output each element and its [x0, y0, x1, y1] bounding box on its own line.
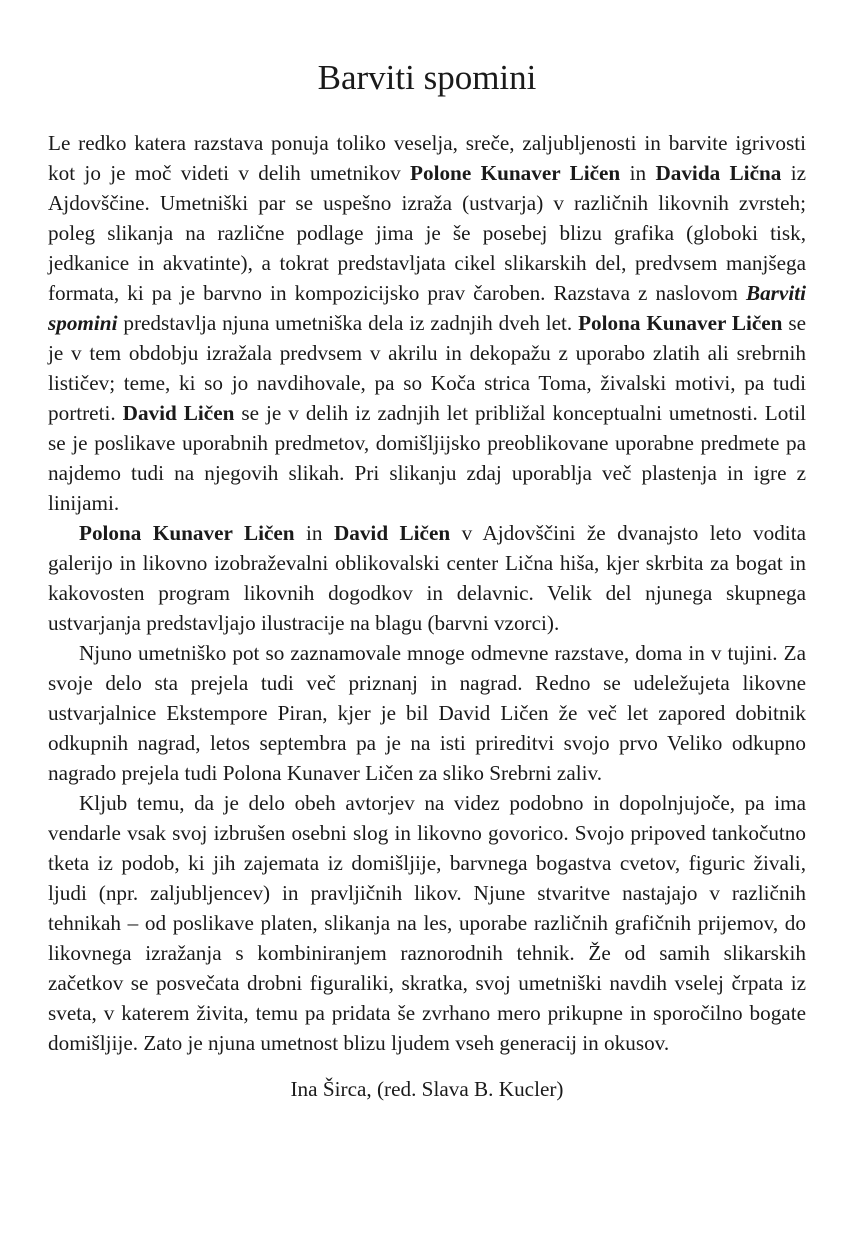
- body-text: [48, 128, 806, 1058]
- text-run: se je v delih iz zadnjih let približal konceptualni umetnosti. Lotil se je poslikave uporabnih predmetov, domišljijsko preoblikovane uporabne predmete pa najdemo tudi na njegovih slikah. Pri slikanju zdaj uporablja več plastenja in igre z linijami.: [48, 401, 806, 515]
- text-run: in: [294, 521, 334, 545]
- paragraph-4: [48, 788, 806, 1058]
- text-run: predstavlja njuna umetniška dela iz zadnjih dveh let.: [117, 311, 579, 335]
- paragraph-2: [48, 518, 806, 638]
- text-run: Le redko katera razstava ponuja toliko veselja, sreče, zaljubljenosti in barvite igrivosti kot jo je moč videti v delih umetnikov: [48, 131, 806, 185]
- text-run: in: [620, 161, 656, 185]
- bold-name: David Ličen: [122, 401, 235, 425]
- bold-name: Polona Kunaver Ličen: [79, 521, 295, 545]
- text-run: iz Ajdovščine. Umetniški par se uspešno izraža (ustvarja) v različnih likovnih zvrsteh; poleg slikanja na različne podlage jima je še posebej blizu grafika (globoki tisk, jedkanice in akvatinte), a tokrat predstavljata cikel slikarskih del, predvsem manjšega formata, ki pa je barvno in kompozicijsko prav čaroben. Razstava z naslovom: [48, 161, 807, 305]
- text-run: v Ajdovščini že dvanajsto leto vodita galerijo in likovno izobraževalni oblikovalski center Lična hiša, kjer skrbita za bogat in kakovosten program likovnih dogodkov in delavnic. Velik del njunega skupnega ustvarjanja predstavljajo ilustracije na blagu (barvni vzorci).: [48, 521, 806, 635]
- bold-name: Polona Kunaver Ličen: [578, 311, 783, 335]
- text-run: Njuno umetniško pot so zaznamovale mnoge odmevne razstave, doma in v tujini. Za svoje delo sta prejela tudi več priznanj in nagrad. Redno se udeležujeta likovne ustvarjalnice Ekstempore Piran, kjer je bil David Ličen že več let zapored dobitnik odkupnih nagrad, letos septembra pa je na isti prireditvi svojo prvo Veliko odkupno nagrado prejela tudi Polona Kunaver Ličen za sliko Srebrni zaliv.: [48, 641, 806, 785]
- exhibition-title: Barviti spomini: [48, 281, 806, 335]
- text-run: se je v tem obdobju izražala predvsem v akrilu in dekopažu z uporabo zlatih ali srebrnih lističev; teme, ki so jo navdihovale, pa so Koča strica Toma, živalski motivi, pa tudi portreti.: [48, 311, 807, 425]
- bold-name: Davida Lična: [655, 161, 782, 185]
- text-run: Kljub temu, da je delo obeh avtorjev na videz podobno in dopolnjujoče, pa ima vendarle vsak svoj izbrušen osebni slog in likovno govorico. Svojo pripoved tankočutno tketa iz podob, ki jih zajemata iz domišljije, barvnega bogastva cvetov, figuric živali, ljudi (npr. zaljubljencev) in pravljičnih likov. Njune stvaritve nastajajo v različnih tehnikah – od poslikave platen, slikanja na les, uporabe različnih grafičnih prijemov, do likovnega izražanja s kombiniranjem raznorodnih tehnik. Že od samih slikarskih začetkov se posvečata drobni figuraliki, skratka, svoj umetniški navdih vselej črpata iz sveta, v katerem živita, temu pa pridata še zvrhano mero prikupne in sporočilno bogate domišljije. Zato je njuna umetnost blizu ljudem vseh generacij in okusov.: [48, 791, 806, 1055]
- author-signature: Ina Širca, (red. Slava B. Kucler): [290, 1077, 564, 1101]
- bold-name: Polone Kunaver Ličen: [410, 161, 621, 185]
- paragraph-3: [48, 638, 806, 788]
- paragraph-1: [48, 128, 806, 518]
- bold-name: David Ličen: [333, 521, 451, 545]
- page-title: Barviti spomini: [317, 58, 537, 97]
- document-page: [48, 56, 806, 1104]
